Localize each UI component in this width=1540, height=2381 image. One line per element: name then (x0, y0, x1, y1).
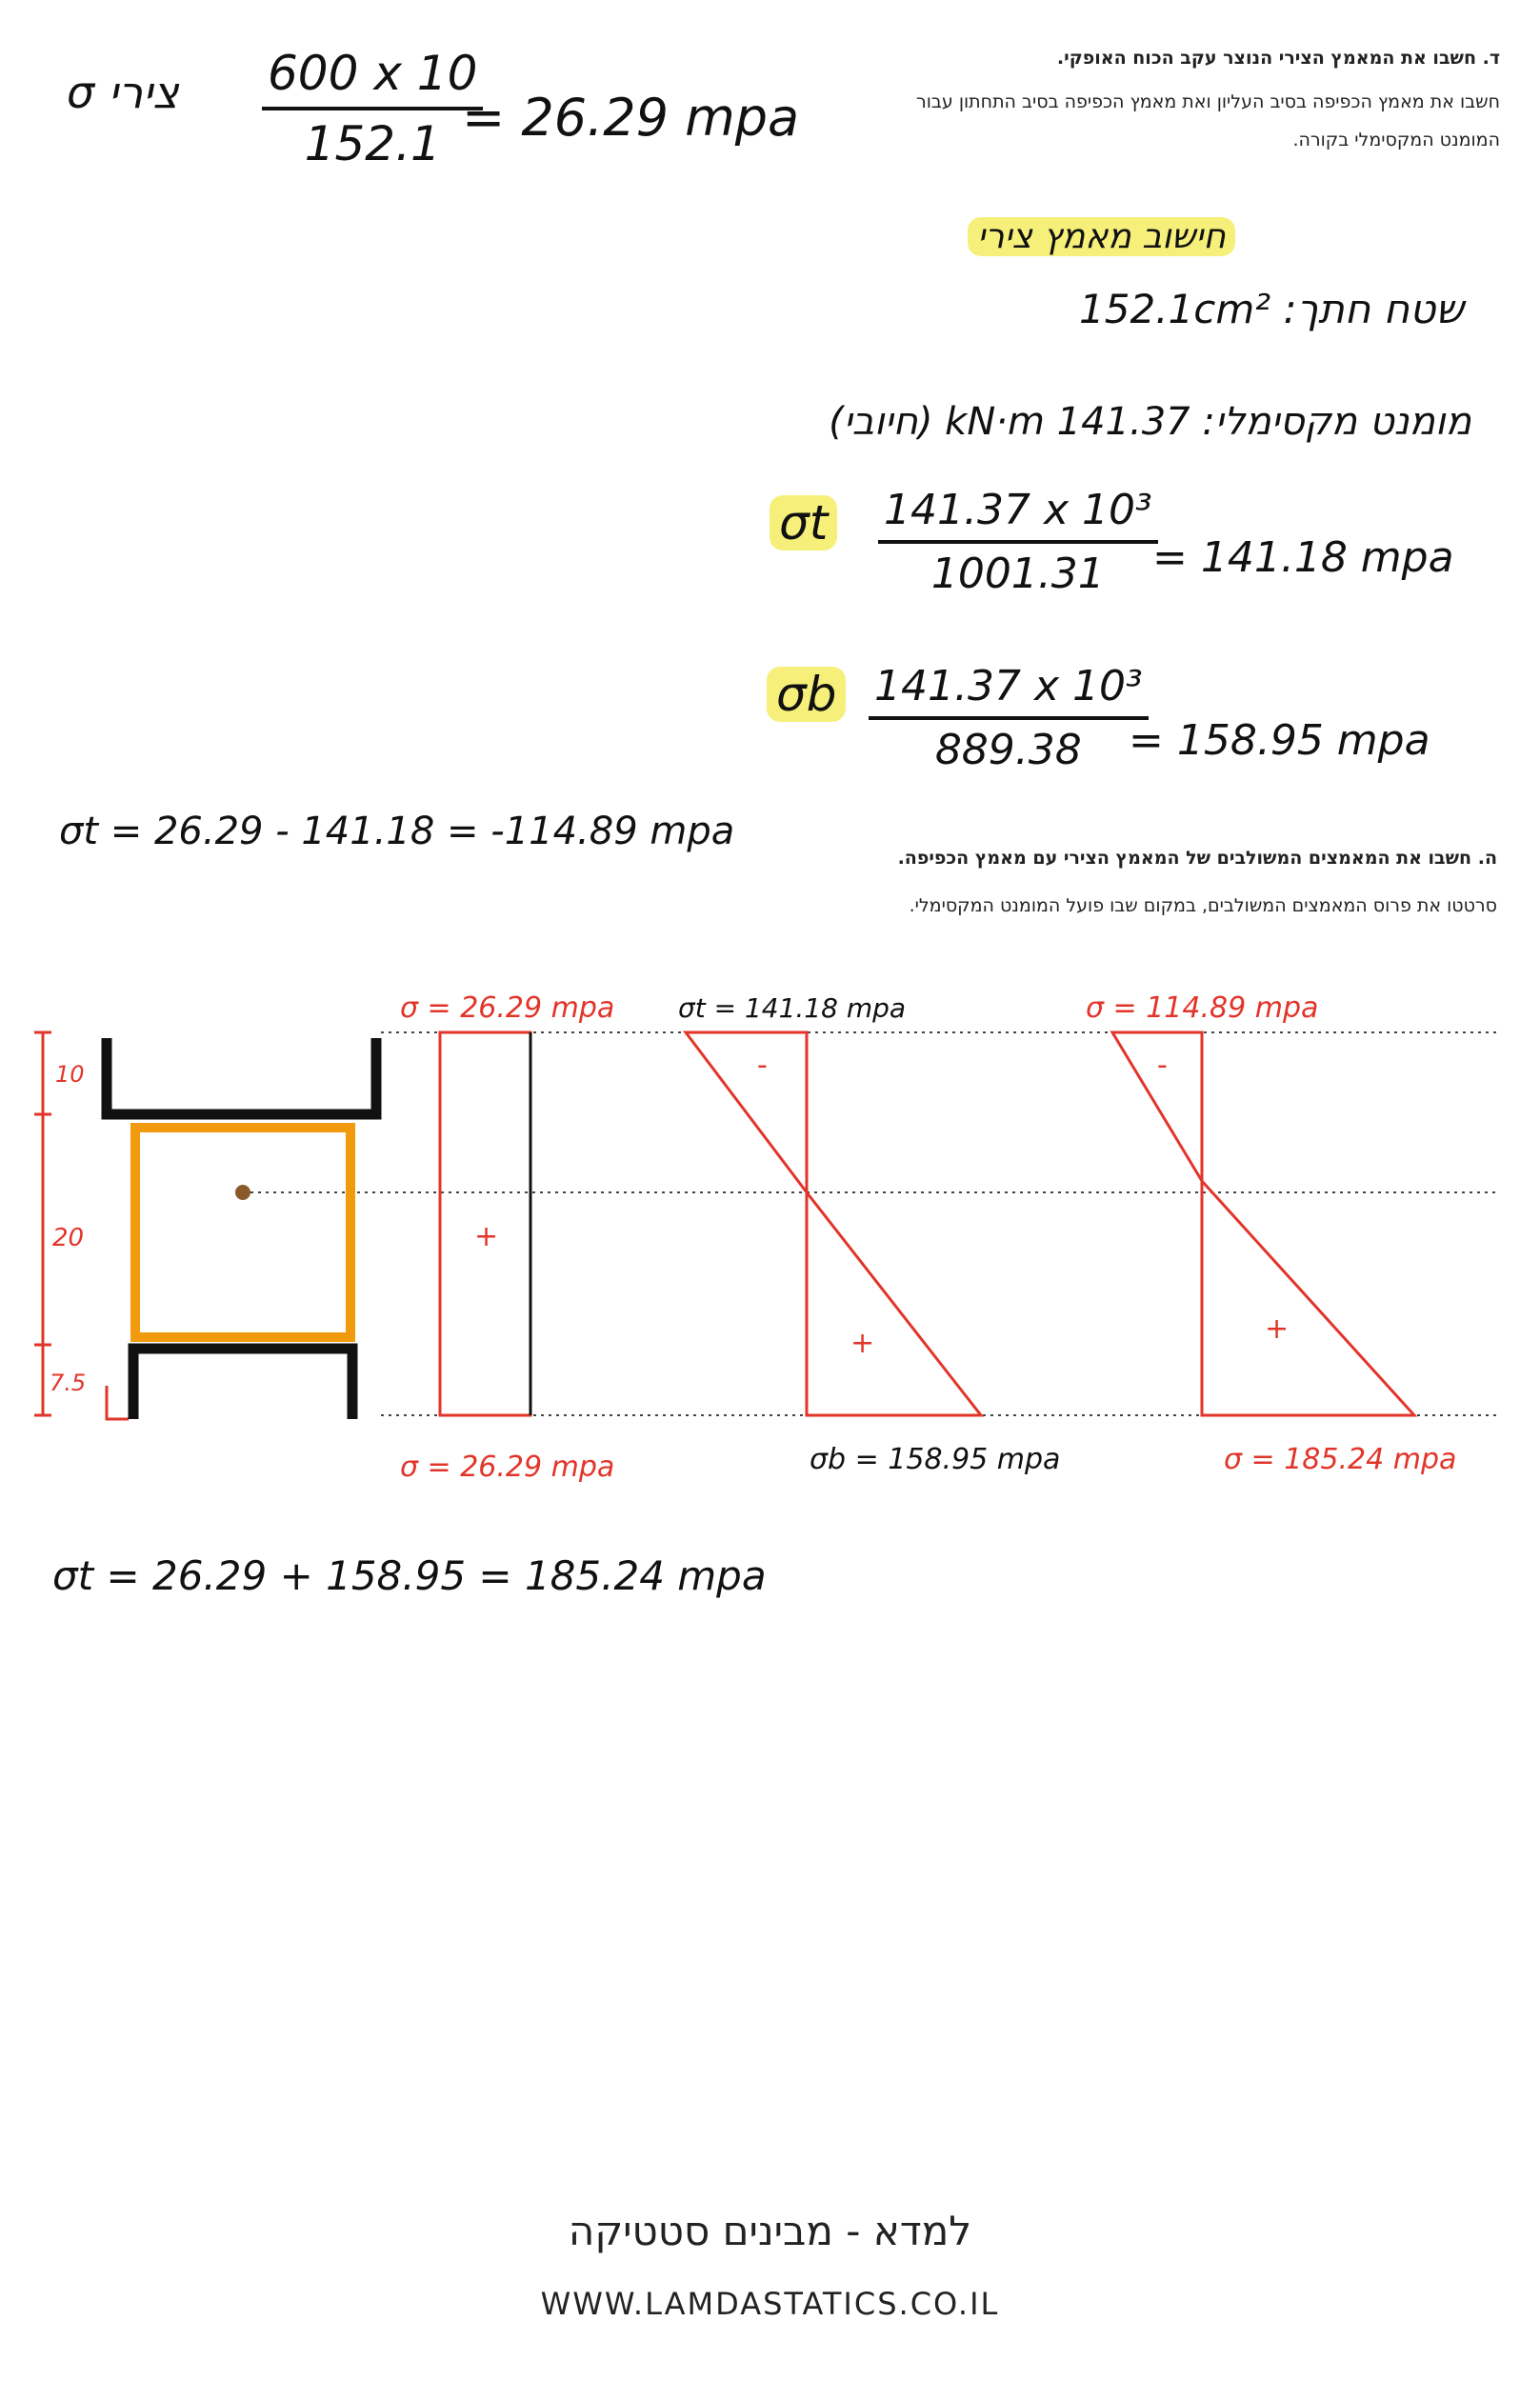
axial-label: σ צירי (67, 67, 179, 118)
combined-top-label: σ = 114.89 mpa (1086, 991, 1319, 1025)
bending-bottom-denominator: 889.38 (934, 726, 1082, 774)
footer-title: למדא - מבינים סטטיקה (568, 2208, 972, 2254)
question-d-line3: המומנט המקסימלי בקורה. (1292, 130, 1500, 150)
centroid-marker (235, 1185, 250, 1200)
bending-sign-bottom: + (850, 1327, 875, 1360)
top-channel (107, 1038, 376, 1114)
axial-top-label: σ = 26.29 mpa (400, 991, 615, 1025)
bending-sign-top: - (757, 1049, 768, 1082)
question-e-line1: ה. חשבו את המאמצים המשולבים של המאמץ הצירי עם מאמץ הכפיפה. (897, 848, 1497, 869)
axial-denominator: 152.1 (304, 116, 441, 171)
box-section (135, 1128, 350, 1337)
area-line: שטח חתך: 152.1cm² (1079, 286, 1464, 332)
axial-fraction (262, 46, 483, 171)
combined-sign-top: - (1157, 1049, 1168, 1082)
bending-top-numerator: 141.37 x 10³ (878, 486, 1158, 544)
axial-bottom-label: σ = 26.29 mpa (400, 1451, 615, 1484)
combined-stress-profile (1112, 1032, 1414, 1415)
bending-top-denominator: 1001.31 (930, 550, 1105, 598)
question-e-line2: סרטטו את פרוס המאמצים המשולבים, במקום שבו פועל המומנט המקסימלי. (909, 895, 1497, 916)
dim-label-bot: 7.5 (50, 1370, 87, 1396)
footer-url[interactable]: WWW.LAMDASTATICS.CO.IL (540, 2286, 1000, 2322)
combined-sign-bottom: + (1265, 1312, 1290, 1346)
axial-numerator: 600 x 10 (262, 46, 483, 110)
dim-label-mid: 20 (52, 1224, 85, 1252)
bending-bottom-label: σb = 158.95 mpa (810, 1443, 1061, 1476)
axial-result: = 26.29 mpa (462, 88, 800, 148)
bending-top-label: σt = 141.18 mpa (678, 992, 907, 1024)
bending-bottom-fraction (869, 662, 1149, 774)
moment-line: מומנט מקסימלי: 141.37 kN·m (חיובי) (829, 400, 1471, 444)
bending-stress-profile (686, 1032, 981, 1415)
bottom-channel (133, 1349, 352, 1419)
dim-label-top: 10 (55, 1061, 85, 1088)
bending-top-label: σt (770, 495, 837, 550)
bending-top-result: = 141.18 mpa (1152, 533, 1454, 582)
bending-bottom-label: σb (767, 667, 846, 722)
bending-bottom-result: = 158.95 mpa (1129, 716, 1430, 765)
bending-top-fraction (878, 486, 1158, 598)
calc-title: חישוב מאמץ צירי (968, 217, 1235, 256)
question-d-line1: ד. חשבו את המאמץ הצירי הנוצר עקב הכוח האופקי. (1056, 48, 1500, 69)
combined-bottom-line: σt = 26.29 + 158.95 = 185.24 mpa (52, 1552, 767, 1599)
bending-bottom-numerator: 141.37 x 10³ (869, 662, 1149, 720)
question-d-line2: חשבו את מאמץ הכפיפה בסיב העליון ואת מאמץ הכפיפה בסיב התחתון עבור (916, 91, 1500, 112)
axial-sign: + (474, 1220, 499, 1253)
combined-top-line: σt = 26.29 - 141.18 = -114.89 mpa (59, 810, 735, 853)
stress-diagram (0, 991, 1540, 1505)
combined-bottom-label: σ = 185.24 mpa (1224, 1443, 1457, 1476)
